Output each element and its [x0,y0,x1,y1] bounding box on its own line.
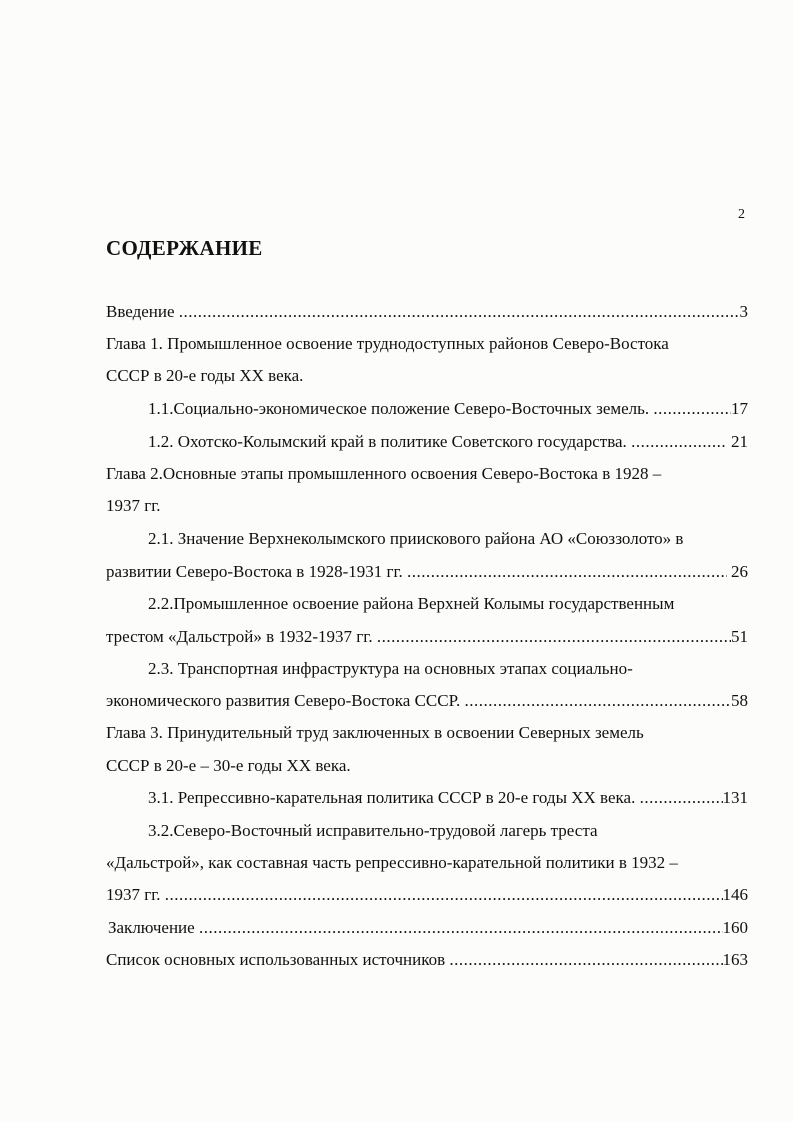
toc-page-number: 17 [731,399,748,418]
toc-entry-text: трестом «Дальстрой» в 1932-1937 гг. [106,627,377,646]
toc-entry-text: 3.1. Репрессивно-карательная политика СССР в 20-е годы XX века. [148,788,640,807]
toc-leader-dots [449,950,722,970]
toc-leader-dots [199,918,723,938]
toc-chapter-2-heading: Глава 2.Основные этапы промышленного освоения Северо-Востока в 1928 – [106,464,662,483]
toc-leader-dots [653,399,731,419]
toc-entry-2-2-cont [106,627,748,647]
toc-chapter-2-heading-cont: 1937 гг. [106,496,161,515]
toc-entry-text: Введение [106,302,179,321]
toc-entry-text: экономического развития Северо-Востока СССР. [106,691,465,710]
toc-entry-2-2: 2.2.Промышленное освоение района Верхней Колымы государственным [148,594,675,613]
toc-entry-text: развитии Северо-Востока в 1928-1931 гг. [106,562,408,581]
toc-page-number: 131 [722,788,748,807]
toc-leader-dots [377,627,731,647]
toc-entry-text: Список основных использованных источников [106,950,450,969]
toc-page-number: 160 [722,918,748,937]
toc-page-number: 146 [722,885,748,904]
toc-leader-dots [464,691,731,711]
toc-page-number: 163 [722,950,748,969]
toc-entry-3-1 [148,788,748,808]
toc-page-number: 21 [726,432,748,451]
toc-entry-1-1 [148,399,748,419]
toc-page-number: 51 [731,627,748,646]
toc-page-number: 58 [731,691,748,710]
toc-leader-dots [631,432,727,452]
toc-leader-dots [165,885,723,905]
toc-entry-3-2-end [106,885,748,905]
toc-entry-2-3-cont [106,691,748,711]
toc-chapter-1-heading-cont: СССР в 20-е годы XX века. [106,366,304,385]
toc-entry-3-2-cont: «Дальстрой», как составная часть репрессивно-карательной политики в 1932 – [106,853,678,872]
toc-entry-sources [106,950,748,970]
toc-entry-conclusion [108,918,748,938]
toc-entry-3-2: 3.2.Северо-Восточный исправительно-трудовой лагерь треста [148,821,598,840]
toc-entry-1-2 [148,432,748,452]
toc-leader-dots [179,302,740,322]
toc-entry-text: Заключение [108,918,199,937]
toc-entry-2-1-cont [106,562,748,582]
toc-entry-2-1: 2.1. Значение Верхнеколымского приискового района АО «Союззолото» в [148,529,684,548]
toc-leader-dots [407,562,727,582]
toc-title: СОДЕРЖАНИЕ [106,236,263,260]
toc-entry-text: 1.1.Социально-экономическое положение Северо-Восточных земель. [148,399,654,418]
toc-chapter-3-heading: Глава 3. Принудительный труд заключенных в освоении Северных земель [106,723,644,742]
toc-page-number: 26 [726,562,748,581]
toc-leader-dots [640,788,723,808]
toc-entry-text: 1.2. Охотско-Колымский край в политике Советского государства. [148,432,632,451]
toc-chapter-3-heading-cont: СССР в 20-е – 30-е годы XX века. [106,756,351,775]
toc-chapter-1-heading: Глава 1. Промышленное освоение труднодоступных районов Северо-Востока [106,334,669,353]
page-number: 2 [738,207,745,222]
toc-entry-text: 1937 гг. [106,885,165,904]
toc-page-number: 3 [739,302,748,321]
toc-entry-introduction [106,302,748,322]
toc-entry-2-3: 2.3. Транспортная инфраструктура на основных этапах социально- [148,659,633,678]
